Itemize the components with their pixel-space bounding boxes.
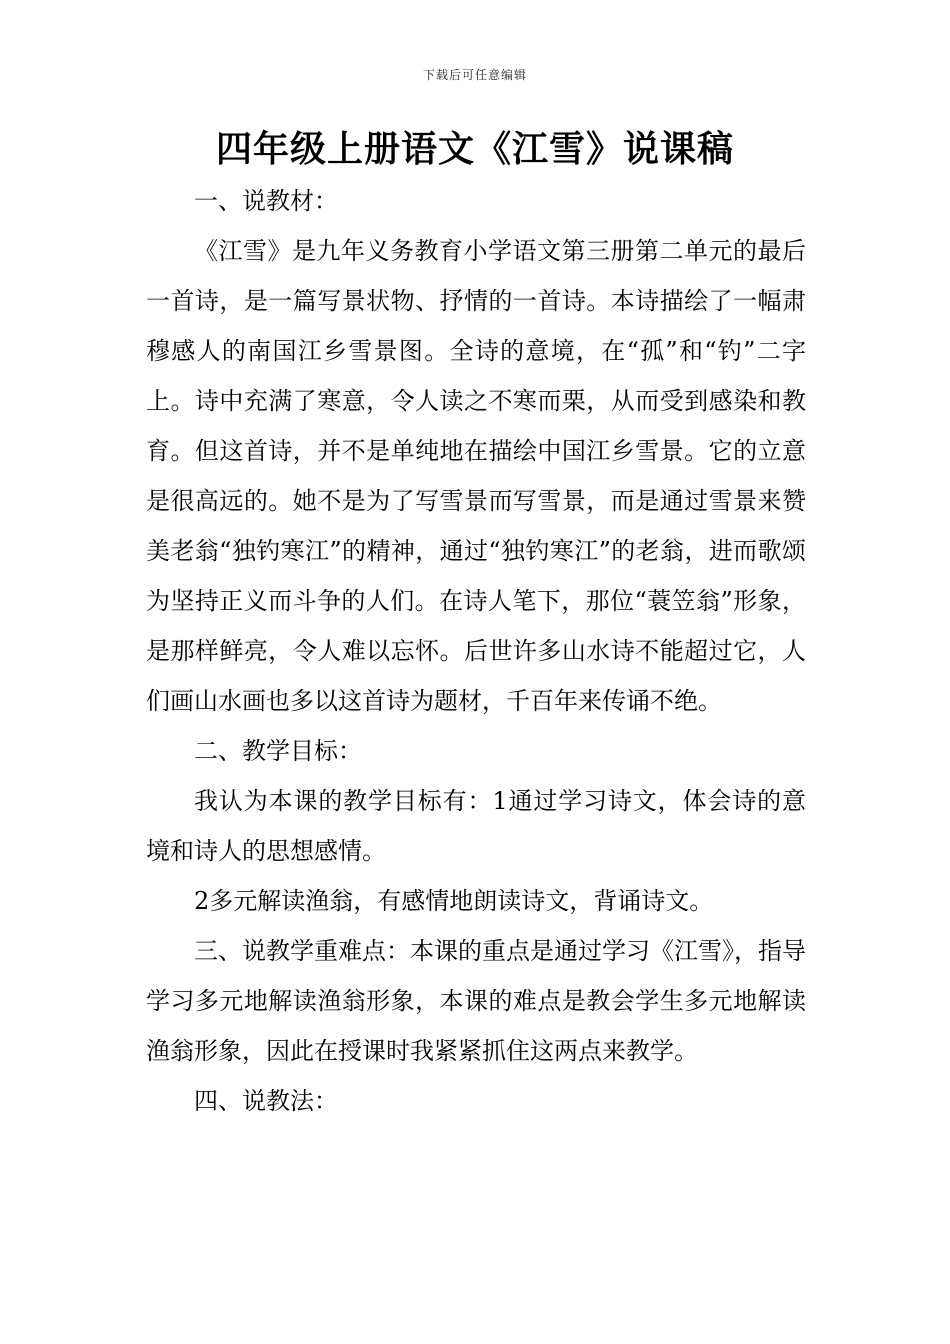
paragraph-goals-2: 2多元解读渔翁，有感情地朗读诗文，背诵诗文。 — [194, 887, 714, 915]
section-heading-goals: 二、教学目标： — [194, 737, 362, 765]
paragraph-goals-1: 我认为本课的教学目标有：1通过学习诗文，体会诗的意境和诗人的思想感情。 — [146, 787, 806, 865]
page-title: 四年级上册语文《江雪》说课稿 — [215, 129, 734, 170]
paragraph-textbook: 《江雪》是九年义务教育小学语文第三册第二单元的最后一首诗，是一篇写景状物、抒情的一首诗。本诗描绘了一幅肃穆感人的南国江乡雪景图。全诗的意境，在“孤”和“钓”二字上。诗中充满了寒意，令人读之不寒而栗，从而受到感染和教育。但这首诗，并不是单纯地在描绘中国江乡雪景。它的立意是很高远的。她不是为了写雪景而写雪景，而是通过雪景来赞美老翁“独钓寒江”的精神，通过“独钓寒江”的老翁，进而歌颂为坚持正义而斗争的人们。在诗人笔下，那位“蓑笠翁”形象，是那样鲜亮，令人难以忘怀。后世许多山水诗不能超过它，人们画山水画也多以这首诗为题材，千百年来传诵不绝。 — [146, 237, 806, 715]
document-body — [146, 176, 806, 1126]
section-heading-methods: 四、说教法： — [194, 1087, 338, 1115]
section-heading-textbook: 一、说教材： — [194, 187, 338, 215]
paragraph-key-points: 三、说教学重难点：本课的重点是通过学习《江雪》，指导学习多元地解读渔翁形象，本课的难点是教会学生多元地解读渔翁形象，因此在授课时我紧紧抓住这两点来教学。 — [146, 937, 806, 1065]
header-note: 下载后可任意编辑 — [422, 68, 527, 82]
